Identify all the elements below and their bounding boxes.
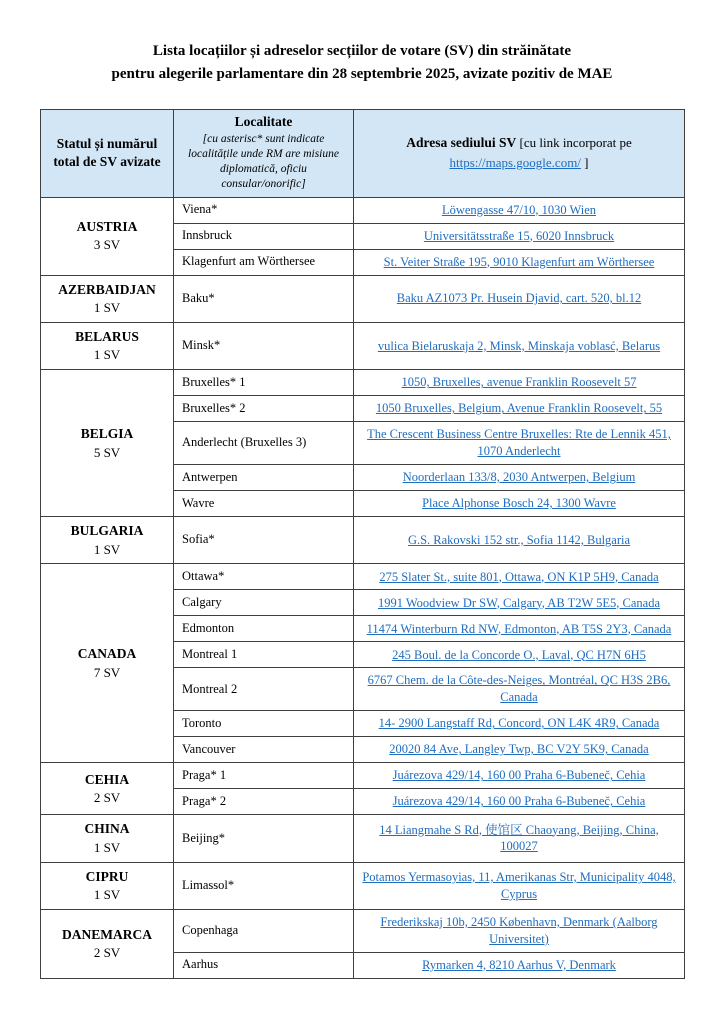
locality-cell: Montreal 2: [174, 668, 354, 711]
country-sv-count: 1 SV: [93, 347, 121, 363]
address-cell: [354, 396, 685, 422]
address-link[interactable]: Universitätsstraße 15, 6020 Innsbruck: [423, 228, 615, 243]
address-cell: [354, 422, 685, 465]
table-row: [41, 815, 685, 862]
locality-cell: Wavre: [174, 491, 354, 517]
address-cell: [354, 711, 685, 737]
address-link[interactable]: Frederikskaj 10b, 2450 København, Denmark (Aalborg Universitet): [380, 915, 658, 946]
address-cell: [354, 737, 685, 763]
locality-cell: Ottawa*: [174, 564, 354, 590]
locality-cell: Copenhaga: [174, 910, 354, 953]
address-link[interactable]: 1050 Bruxelles, Belgium, Avenue Franklin Roosevelt, 55: [375, 401, 663, 416]
voting-stations-table: [40, 109, 685, 979]
address-cell: [354, 862, 685, 909]
country-cell: [41, 564, 174, 763]
country-sv-count: 1 SV: [93, 839, 121, 855]
address-cell: [354, 275, 685, 322]
country-cell: [41, 322, 174, 369]
country-cell: [41, 197, 174, 275]
address-cell: [354, 815, 685, 862]
locality-cell: Beijing*: [174, 815, 354, 862]
country-name: BULGARIA: [70, 523, 144, 539]
country-name: CHINA: [84, 821, 130, 837]
header-locality-column: [174, 109, 354, 197]
locality-cell: Sofia*: [174, 517, 354, 564]
address-link[interactable]: St. Veiter Straße 195, 9010 Klagenfurt am Wörthersee: [383, 254, 655, 269]
table-row: [41, 197, 685, 223]
address-link[interactable]: 275 Slater St., suite 801, Ottawa, ON K1P 5H9, Canada: [379, 569, 659, 584]
table-row: [41, 517, 685, 564]
country-name: BELARUS: [75, 328, 139, 344]
country-sv-count: 1 SV: [93, 300, 121, 316]
country-name: AUSTRIA: [76, 218, 138, 234]
locality-cell: Minsk*: [174, 322, 354, 369]
locality-cell: Calgary: [174, 590, 354, 616]
locality-cell: Limassol*: [174, 862, 354, 909]
country-name: CANADA: [77, 646, 137, 662]
locality-cell: Praga* 1: [174, 763, 354, 789]
country-name: BELGIA: [80, 425, 134, 441]
address-link[interactable]: 6767 Chem. de la Côte-des-Neiges, Montréal, QC H3S 2B6, Canada: [367, 673, 671, 705]
locality-cell: Anderlecht (Bruxelles 3): [174, 422, 354, 465]
table-row: [41, 564, 685, 590]
country-sv-count: 7 SV: [93, 664, 121, 680]
header-address-text-end: ]: [580, 155, 589, 171]
address-cell: [354, 952, 685, 978]
address-link[interactable]: Baku AZ1073 Pr. Husein Djavid, cart. 520, bl.12: [396, 291, 642, 306]
address-link[interactable]: vulica Bielaruskaja 2, Minsk, Minskaja voblasć, Belarus: [377, 338, 661, 353]
table-row: [41, 862, 685, 909]
country-sv-count: 5 SV: [93, 444, 121, 460]
country-cell: [41, 275, 174, 322]
table-row: [41, 322, 685, 369]
address-cell: [354, 249, 685, 275]
address-link[interactable]: Löwengasse 47/10, 1030 Wien: [441, 202, 597, 217]
country-sv-count: 2 SV: [93, 945, 121, 961]
address-cell: [354, 197, 685, 223]
address-link[interactable]: 1050, Bruxelles, avenue Franklin Roosevelt 57: [401, 375, 637, 390]
locality-cell: Aarhus: [174, 952, 354, 978]
locality-cell: Klagenfurt am Wörthersee: [174, 249, 354, 275]
page-title: [28, 40, 696, 87]
address-link[interactable]: G.S. Rakovski 152 str., Sofia 1142, Bulgaria: [407, 532, 631, 547]
header-locality-note: [cu asterisc* sunt indicate localitățile unde RM are misiune diplomatică, oficiu consular/onorific]: [188, 133, 339, 190]
country-sv-count: 3 SV: [93, 237, 121, 253]
country-cell: [41, 910, 174, 979]
country-name: AZERBAIDJAN: [58, 281, 156, 297]
address-cell: [354, 564, 685, 590]
table-row: [41, 275, 685, 322]
header-locality-title: Localitate: [234, 114, 293, 130]
header-state-column: Statul și numărul total de SV avizate: [41, 109, 174, 197]
address-link[interactable]: The Crescent Business Centre Bruxelles: Rte de Lennik 451, 1070 Anderlecht: [367, 427, 671, 459]
address-link[interactable]: Rymarken 4, 8210 Aarhus V, Denmark: [422, 957, 616, 972]
locality-cell: Toronto: [174, 711, 354, 737]
locality-cell: Bruxelles* 2: [174, 396, 354, 422]
address-cell: [354, 491, 685, 517]
header-address-text: [cu link incorporat pe: [516, 135, 632, 151]
locality-cell: Baku*: [174, 275, 354, 322]
address-link[interactable]: 245 Boul. de la Concorde O., Laval, QC H7N 6H5: [392, 647, 646, 662]
address-link[interactable]: Place Alphonse Bosch 24, 1300 Wavre: [422, 496, 616, 511]
country-cell: [41, 862, 174, 909]
address-link[interactable]: 20020 84 Ave, Langley Twp, BC V2Y 5K9, Canada: [389, 742, 649, 757]
address-cell: [354, 910, 685, 953]
address-link[interactable]: Juárezova 429/14, 160 00 Praha 6-Bubeneč, Cehia: [392, 794, 646, 809]
table-row: [41, 370, 685, 396]
locality-cell: Edmonton: [174, 616, 354, 642]
address-cell: [354, 763, 685, 789]
address-link[interactable]: 1991 Woodview Dr SW, Calgary, AB T2W 5E5, Canada: [377, 595, 661, 610]
locality-cell: Montreal 1: [174, 642, 354, 668]
locality-cell: Viena*: [174, 197, 354, 223]
page-title-line1: Lista locațiilor și adreselor secțiilor de votare (SV) din străinătate: [152, 43, 572, 59]
country-cell: [41, 370, 174, 517]
locality-cell: Vancouver: [174, 737, 354, 763]
address-link[interactable]: 11474 Winterburn Rd NW, Edmonton, AB T5S 2Y3, Canada: [366, 621, 672, 636]
address-link[interactable]: Noorderlaan 133/8, 2030 Antwerpen, Belgium: [402, 470, 636, 485]
address-cell: [354, 668, 685, 711]
maps-google-link[interactable]: https://maps.google.com/: [449, 155, 581, 171]
locality-cell: Bruxelles* 1: [174, 370, 354, 396]
country-name: CIPRU: [85, 868, 129, 884]
header-address-column: [354, 109, 685, 197]
table-header-row: [41, 109, 685, 197]
address-cell: [354, 616, 685, 642]
address-link[interactable]: 14- 2900 Langstaff Rd, Concord, ON L4K 4R9, Canada: [378, 716, 660, 731]
address-cell: [354, 517, 685, 564]
country-name: DANEMARCA: [62, 926, 152, 942]
locality-cell: Innsbruck: [174, 223, 354, 249]
locality-cell: Antwerpen: [174, 465, 354, 491]
address-cell: [354, 789, 685, 815]
country-sv-count: 1 SV: [93, 887, 121, 903]
address-link[interactable]: Potamos Yermasoyias, 11, Amerikanas Str, Municipality 4048, Cyprus: [362, 869, 676, 901]
country-cell: [41, 815, 174, 862]
address-cell: [354, 642, 685, 668]
address-cell: [354, 322, 685, 369]
country-sv-count: 1 SV: [93, 541, 121, 557]
country-cell: [41, 517, 174, 564]
address-cell: [354, 465, 685, 491]
country-cell: [41, 763, 174, 815]
country-name: CEHIA: [84, 771, 130, 787]
address-link[interactable]: 14 Liangmahe S Rd, 使馆区 Chaoyang, Beijing, China, 100027: [379, 822, 659, 854]
page-title-line2: pentru alegerile parlamentare din 28 septembrie 2025, avizate pozitiv de MAE: [111, 66, 613, 83]
table-row: [41, 910, 685, 953]
country-sv-count: 2 SV: [93, 790, 121, 806]
header-address-title: Adresa sediului SV: [406, 135, 517, 151]
address-cell: [354, 223, 685, 249]
table-row: [41, 763, 685, 789]
address-link[interactable]: Juárezova 429/14, 160 00 Praha 6-Bubeneč, Cehia: [392, 768, 646, 783]
address-cell: [354, 370, 685, 396]
locality-cell: Praga* 2: [174, 789, 354, 815]
address-cell: [354, 590, 685, 616]
